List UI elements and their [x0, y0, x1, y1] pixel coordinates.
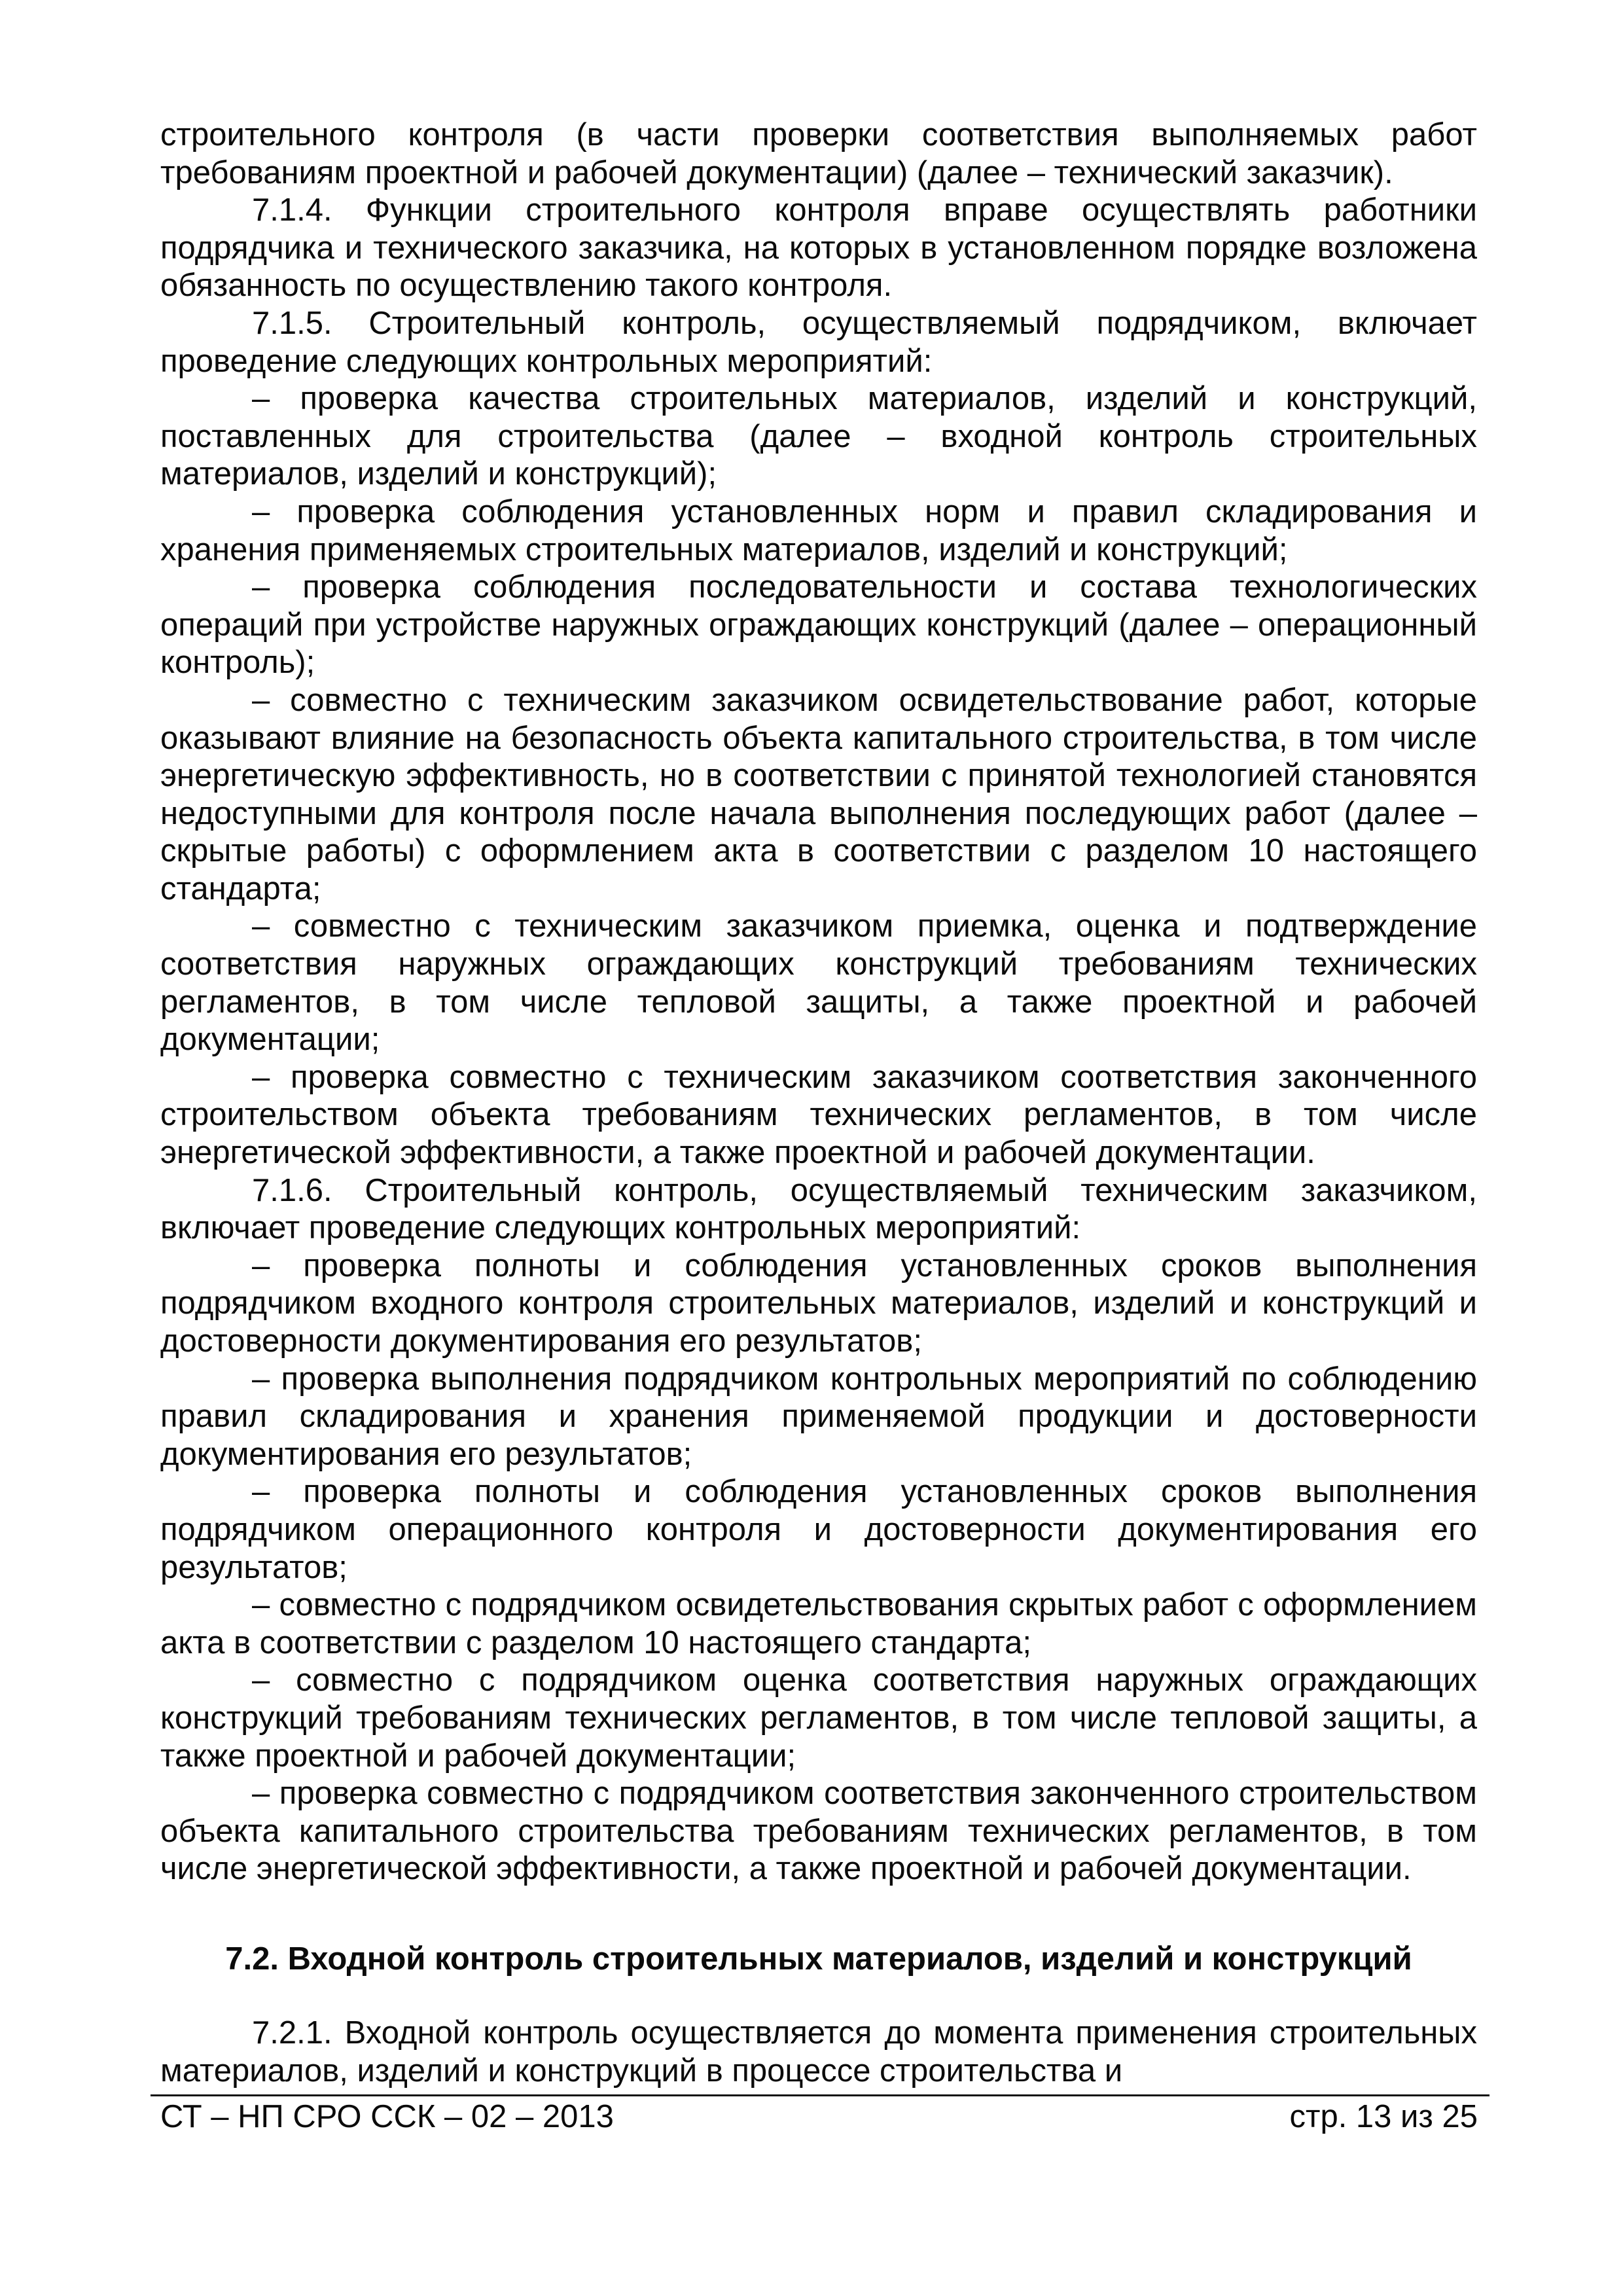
- list-item: – совместно с техническим заказчиком освидетельствование работ, которые оказывают влияние на безопасность объекта капитального строительства, в том числе энергетическую эффективность, но в соответствии с принятой технологией становятся недоступными для контроля после начала выполнения последующих работ (далее – скрытые работы) с оформлением акта в соответствии с разделом 10 настоящего стандарта;: [160, 682, 1477, 906]
- paragraph-continuation: строительного контроля (в части проверки соответствия выполняемых работ требованиям проектной и рабочей документации) (далее – технический заказчик).: [160, 117, 1477, 190]
- footer-divider: [151, 2094, 1489, 2096]
- list-item: – проверка выполнения подрядчиком контрольных мероприятий по соблюдению правил складирования и хранения применяемой продукции и достоверности документирования его результатов;: [160, 1361, 1477, 1472]
- list-item: – совместно с подрядчиком оценка соответствия наружных ограждающих конструкций требованиям технических регламентов, в том числе тепловой защиты, а также проектной и рабочей документации;: [160, 1662, 1477, 1774]
- list-item: – проверка совместно с подрядчиком соответствия законченного строительством объекта капитального строительства требованиям технических регламентов, в том числе энергетической эффективности, а также проектной и рабочей документации.: [160, 1776, 1477, 1887]
- list-item: – совместно с подрядчиком освидетельствования скрытых работ с оформлением акта в соответствии с разделом 10 настоящего стандарта;: [160, 1587, 1477, 1660]
- list-item: – проверка соблюдения установленных норм и правил складирования и хранения применяемых строительных материалов, изделий и конструкций;: [160, 493, 1477, 567]
- paragraph-7-2-1-container: [160, 2015, 1477, 2090]
- list-item: – проверка совместно с техническим заказчиком соответствия законченного строительством объекта требованиям технических регламентов, в том числе энергетической эффективности, а также проектной и рабочей документации.: [160, 1059, 1477, 1171]
- paragraph-7-2-1: 7.2.1. Входной контроль осуществляется до момента применения строительных материалов, изделий и конструкций в процессе строительства и: [160, 2015, 1477, 2089]
- list-item: – проверка полноты и соблюдения установленных сроков выполнения подрядчиком входного контроля строительных материалов, изделий и конструкций и достоверности документирования его результатов;: [160, 1247, 1477, 1359]
- footer-page-number: стр. 13 из 25: [1289, 2099, 1478, 2134]
- list-item: – проверка качества строительных материалов, изделий и конструкций, поставленных для строительства (далее – входной контроль строительных материалов, изделий и конструкций);: [160, 381, 1477, 492]
- list-item: – проверка соблюдения последовательности и состава технологических операций при устройстве наружных ограждающих конструкций (далее – операционный контроль);: [160, 569, 1477, 681]
- paragraph-7-1-4: 7.1.4. Функции строительного контроля вправе осуществлять работники подрядчика и технического заказчика, на которых в установленном порядке возложена обязанность по осуществлению такого контроля.: [160, 192, 1477, 304]
- paragraph-7-1-5: 7.1.5. Строительный контроль, осуществляемый подрядчиком, включает проведение следующих контрольных мероприятий:: [160, 305, 1477, 379]
- list-item: – проверка полноты и соблюдения установленных сроков выполнения подрядчиком операционного контроля и достоверности документирования его результатов;: [160, 1474, 1477, 1585]
- footer-document-code: СТ – НП СРО ССК – 02 – 2013: [160, 2099, 614, 2134]
- paragraph-7-1-6: 7.1.6. Строительный контроль, осуществляемый техническим заказчиком, включает проведение следующих контрольных мероприятий:: [160, 1172, 1477, 1246]
- body-text: [160, 117, 1477, 1888]
- list-item: – совместно с техническим заказчиком приемка, оценка и подтверждение соответствия наружных ограждающих конструкций требованиям технических регламентов, в том числе тепловой защиты, а также проектной и рабочей документации;: [160, 908, 1477, 1058]
- section-heading: 7.2. Входной контроль строительных материалов, изделий и конструкций: [225, 1941, 1412, 1977]
